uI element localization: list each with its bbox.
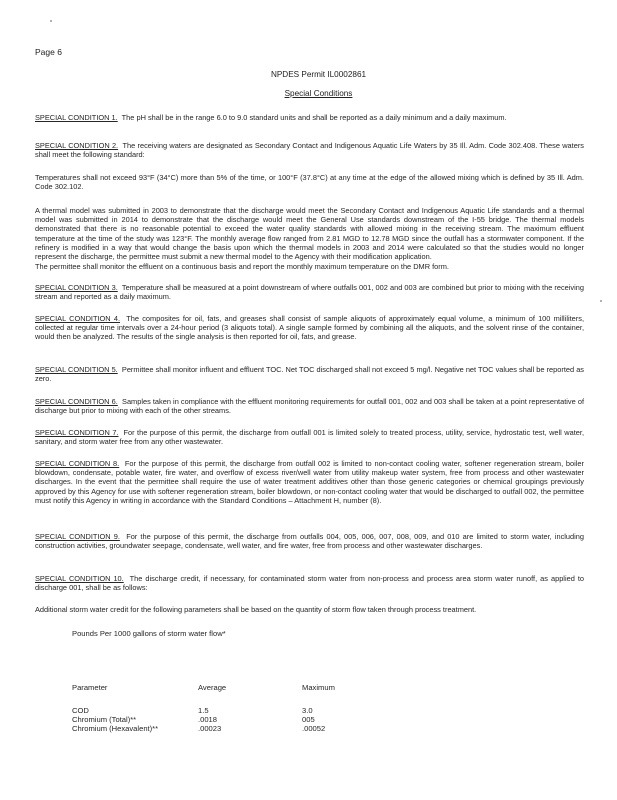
condition-text: The discharge credit, if necessary, for contaminated storm water from non-process and process area storm water runoff, as applied to discharge 001, shall be as follows:	[35, 574, 584, 593]
maximum-cell: .00052	[302, 724, 326, 733]
condition-text: For the purpose of this permit, the discharge from outfall 001 is limited solely to treated process, utility, service, hydrostatic test, well water, sanitary, and storm water free from any other wastewater.	[35, 428, 584, 447]
page-number: Page 6	[35, 47, 62, 57]
condition-label: SPECIAL CONDITION 10.	[35, 574, 124, 583]
scan-speck	[50, 20, 52, 22]
condition-label: SPECIAL CONDITION 3.	[35, 283, 118, 292]
temperature-standard-paragraph: Temperatures shall not exceed 93°F (34°C) more than 5% of the time, or 100°F (37.8°C) at any time at the edge of the allowed mixing which is defined by 35 Ill. Adm. Code 302.102.	[35, 173, 584, 192]
condition-label: SPECIAL CONDITION 4.	[35, 314, 120, 323]
condition-text: The pH shall be in the range 6.0 to 9.0 standard units and shall be reported as a daily minimum and a daily maximum.	[121, 113, 507, 122]
condition-text: The composites for oil, fats, and greases shall consist of sample aliquots of approximately equal volume, a minimum of 100 milliliters, collected at regular time intervals over a 24-hour period (3 aliquots total). A single sample formed by combining all the aliquots, and the solvent rinse of the container, would then be analyzed. The results of the single analysis is then reported for oil, fats, and grease.	[35, 314, 584, 342]
special-condition-3	[35, 283, 584, 301]
special-condition-5	[35, 365, 584, 383]
condition-text: For the purpose of this permit, the discharge from outfall 002 is limited to non-contact cooling water, softener regeneration stream, boiler blowdown, condensate, potable water, fire water, and overflow of excess river/well water from utility makeup water system, free from process and other wastewater discharges. In the event that the permittee shall require the use of water treatment additives other than those generic categories or chemical groupings previously approved by this Agency for use with softener regeneration stream, boiler blowdown, or non-contact cooling water that would be discharged to outfall 002, the permittee must notify this Agency in writing in accordance with the Standard Conditions – Attachment H, number (8).	[35, 459, 585, 505]
special-condition-8	[35, 459, 584, 505]
condition-label: SPECIAL CONDITION 7.	[35, 428, 119, 437]
parameter-cell: Chromium (Hexavalent)**	[72, 724, 159, 733]
special-condition-7	[35, 428, 584, 446]
column-header-maximum: Maximum	[302, 683, 335, 692]
average-cell: .0018	[198, 715, 218, 724]
parameter-cell: COD	[72, 706, 89, 715]
table-row	[72, 715, 472, 724]
condition-label: SPECIAL CONDITION 6.	[35, 397, 118, 406]
condition-text: The receiving waters are designated as Secondary Contact and Indigenous Aquatic Life Waters by 35 Ill. Adm. Code 302.408. These waters shall meet the following standard:	[35, 141, 584, 160]
thermal-model-paragraph: A thermal model was submitted in 2003 to demonstrate that the discharge would meet the Secondary Contact and Indigenous Aquatic Life standards and a thermal model was submitted in 2014 to demonstrate that the discharge would meet the General Use standards downstream of the I-55 bridge. The thermal models demonstrated that there is no reasonable potential to exceed the water quality standards with allowed mixing in the receiving stream. The maximum effluent temperature at the time of the study was 123°F. The monthly average flow ranged from 2.81 MGD to 12.78 MGD since the outfall has a stormwater component. If the refinery is modified in a way that would change the basis upon which the thermal models in 2003 and 2014 were calculated so that the studies would no longer represent the discharge, the permittee must submit a new thermal model to the Agency with their modification application.	[35, 206, 584, 262]
condition-text: Samples taken in compliance with the effluent monitoring requirements for outfall 001, 002 and 003 shall be taken at a point representative of discharge but prior to mixing with each of the other streams.	[35, 397, 584, 416]
condition-text: For the purpose of this permit, the discharge from outfalls 004, 005, 006, 007, 008, 009, and 010 are limited to storm water, including construction activities, groundwater seepage, condensate, well water, and fire water, free from process and other wastewater discharges.	[35, 532, 584, 551]
permit-number-header: NPDES Permit IL0002861	[270, 70, 367, 79]
condition-label: SPECIAL CONDITION 1.	[35, 113, 118, 122]
condition-label: SPECIAL CONDITION 5.	[35, 365, 118, 374]
additional-credit-paragraph: Additional storm water credit for the following parameters shall be based on the quantity of storm flow taken through process treatment.	[35, 605, 477, 614]
average-cell: 1.5	[198, 706, 209, 715]
condition-text: Permittee shall monitor influent and effluent TOC. Net TOC discharged shall not exceed 5 mg/l. Negative net TOC values shall be reported as zero.	[35, 365, 584, 384]
special-condition-6	[35, 397, 584, 415]
special-condition-10	[35, 574, 584, 592]
average-cell: .00023	[198, 724, 222, 733]
monitoring-paragraph: The permittee shall monitor the effluent on a continuous basis and report the monthly maximum temperature on the DMR form.	[35, 262, 449, 271]
condition-label: SPECIAL CONDITION 2.	[35, 141, 119, 150]
table-row	[72, 724, 472, 733]
table-row	[72, 706, 472, 715]
table-caption	[72, 629, 472, 638]
special-condition-9	[35, 532, 584, 550]
table-caption-text: Pounds Per 1000 gallons of storm water flow*	[72, 629, 226, 638]
parameter-cell: Chromium (Total)**	[72, 715, 137, 724]
column-header-average: Average	[198, 683, 227, 692]
scan-speck	[600, 300, 602, 302]
section-title: Special Conditions	[284, 89, 353, 98]
column-header-parameter: Parameter	[72, 683, 108, 692]
maximum-cell: 3.0	[302, 706, 313, 715]
maximum-cell: 005	[302, 715, 315, 724]
condition-label: SPECIAL CONDITION 8.	[35, 459, 120, 468]
condition-label: SPECIAL CONDITION 9.	[35, 532, 120, 541]
special-condition-1	[35, 113, 584, 122]
table-header-row	[72, 683, 472, 692]
special-condition-2	[35, 141, 584, 159]
condition-text: Temperature shall be measured at a point downstream of where outfalls 001, 002 and 003 are combined but prior to mixing with the receiving stream and reported as a daily maximum.	[35, 283, 584, 302]
special-condition-4	[35, 314, 584, 342]
